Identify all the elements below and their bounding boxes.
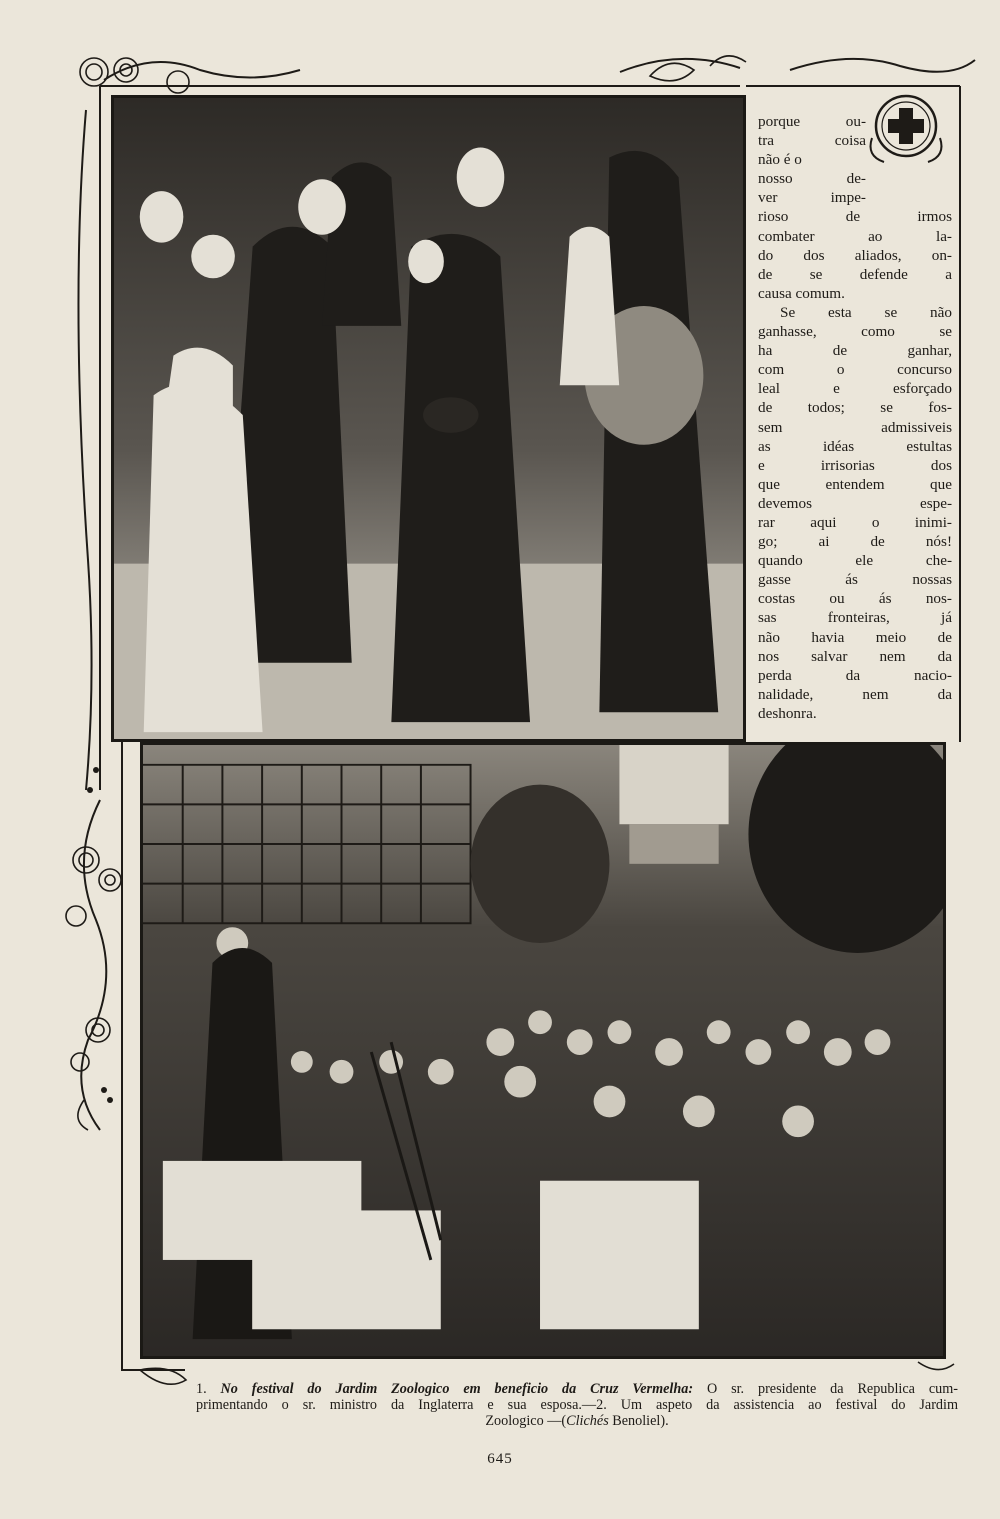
caption-credit-name: Benoliel (612, 1413, 661, 1429)
text-line: ha de ganhar, (758, 342, 952, 360)
caption-text: O sr. presidente da Republica cum- (706, 1381, 958, 1397)
text-line: rioso de irmos (758, 208, 952, 226)
caption-credit: Clichés (566, 1413, 609, 1429)
body-text-column (758, 112, 952, 723)
text-line: deshonra. (758, 704, 817, 722)
text-line: sas fronteiras, já (758, 609, 952, 627)
text-line: go; ai de nós! (758, 533, 952, 551)
caption-text: Zoologico —( (485, 1413, 567, 1429)
text-line: ver impe- (758, 189, 866, 207)
text-line: e irrisorias dos (758, 456, 952, 474)
caption-line-2 (196, 1397, 958, 1413)
caption-lead: No festival do Jardim Zoologico em beneficio da Cruz Vermelha: (220, 1381, 694, 1397)
text-line: não é o (758, 151, 802, 169)
text-line: de todos; se fos- (758, 399, 952, 417)
text-line: causa comum. (758, 284, 845, 302)
text-line: não havia meio de (758, 628, 952, 646)
text-line: gasse ás nossas (758, 571, 952, 589)
caption-line-3 (196, 1413, 958, 1429)
photo-festival-audience (140, 742, 946, 1359)
text-line: quando ele che- (758, 552, 952, 570)
text-line: do dos aliados, on- (758, 246, 952, 264)
caption-text: ). (660, 1413, 669, 1429)
text-line: nos salvar nem da (758, 647, 952, 665)
text-line: leal e esforçado (758, 380, 952, 398)
caption-line-1 (196, 1381, 958, 1397)
text-line: tra coisa (758, 132, 866, 150)
text-line: combater ao la- (758, 227, 952, 245)
text-line: Se esta se não (780, 303, 952, 321)
text-line: nosso de- (758, 170, 866, 188)
caption-number: 1. (196, 1381, 207, 1397)
photo-caption (196, 1381, 958, 1429)
text-line: costas ou ás nos- (758, 590, 952, 608)
text-line: de se defende a (758, 265, 952, 283)
text-line: ganhasse, como se (758, 323, 952, 341)
text-line: as idéas estultas (758, 437, 952, 455)
text-line: porque ou- (758, 113, 866, 130)
text-line: rar aqui o inimi- (758, 513, 952, 531)
page-number: 645 (487, 1451, 513, 1467)
text-line: perda da nacio- (758, 666, 952, 684)
caption-text: Um aspeto da assistencia ao festival do Jardim (620, 1397, 958, 1413)
text-line: sem admissiveis (758, 418, 952, 436)
text-line: devemos espe- (758, 494, 952, 512)
text-line: nalidade, nem da (758, 685, 952, 703)
photo-president-greeting (111, 95, 746, 742)
text-line: que entendem que (758, 475, 952, 493)
caption-text: primentando o sr. ministro da Inglaterra e sua esposa.—2. (196, 1397, 607, 1413)
text-line: com o concurso (758, 361, 952, 379)
